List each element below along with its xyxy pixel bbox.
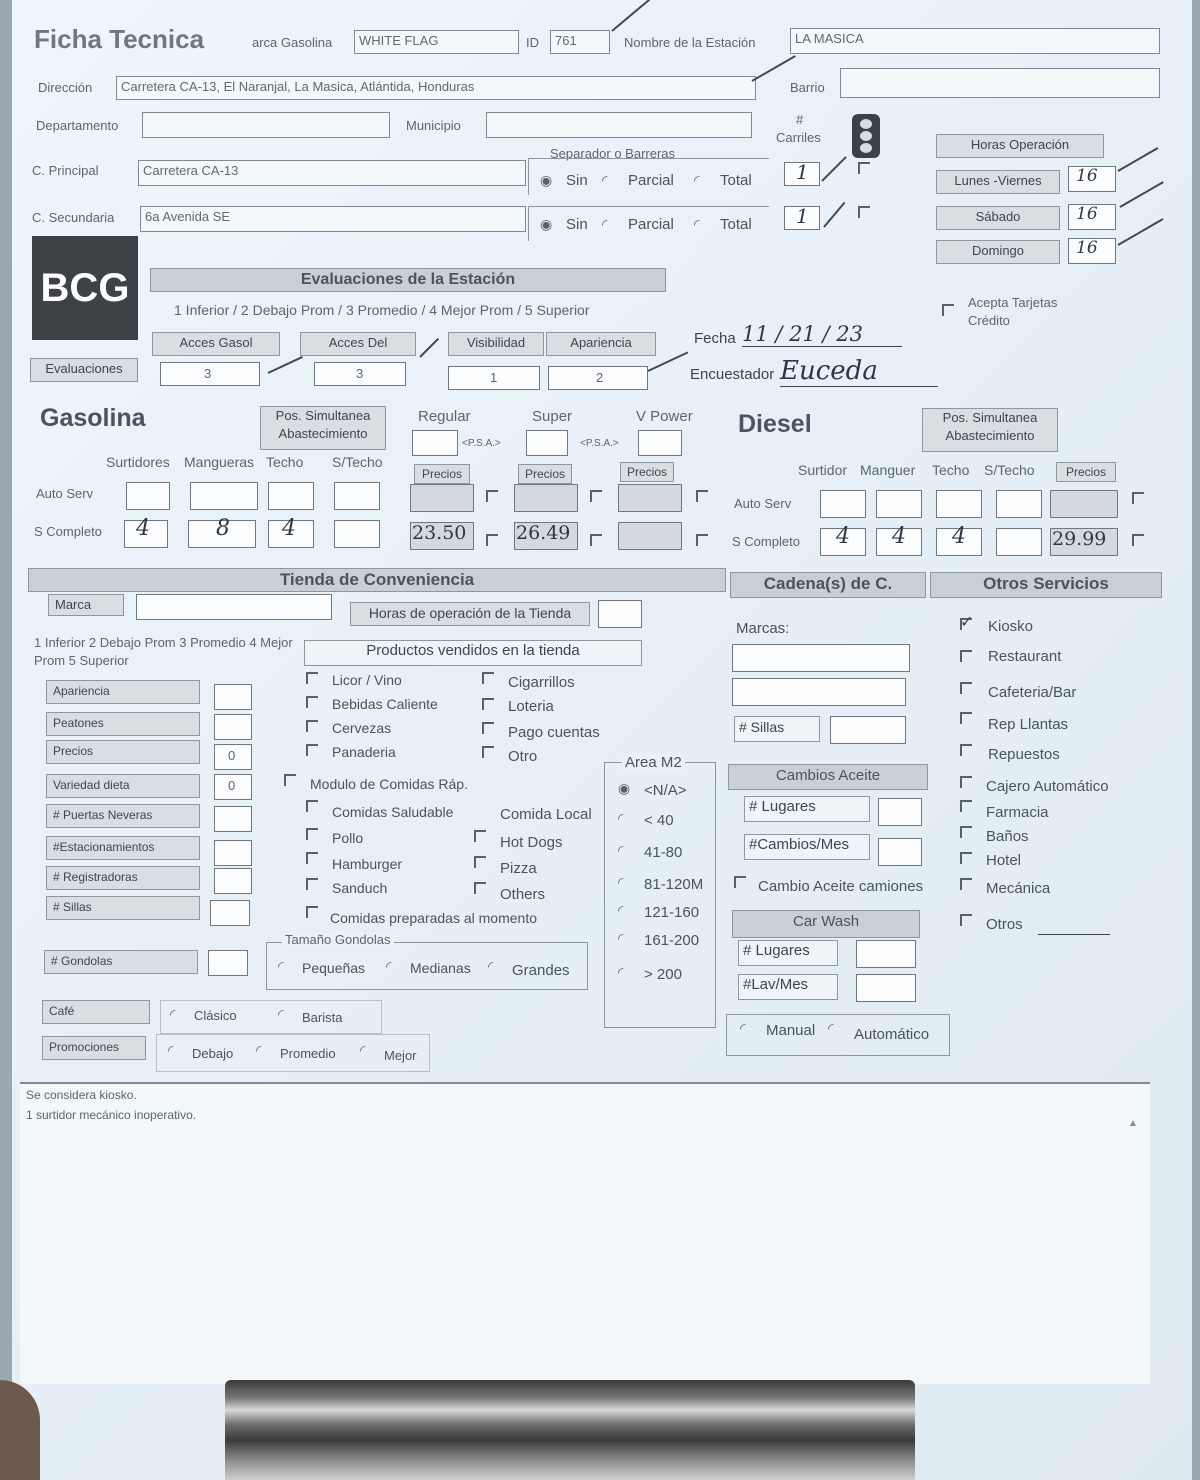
municipio-field[interactable] [486, 112, 752, 138]
gas-sc-price-super-value: 26.49 [516, 522, 571, 544]
area-radio-81-120[interactable]: ◜ [618, 874, 624, 890]
lav-mes-input[interactable] [856, 974, 916, 1002]
preparadas-label: Comidas preparadas al momento [330, 910, 537, 926]
diesel-auto-serv-label: Auto Serv [734, 496, 792, 511]
tamano-pequenas: Pequeñas [302, 960, 366, 976]
tamano-medianas: Medianas [410, 960, 471, 976]
evaluaciones-row-label: Evaluaciones [30, 358, 138, 382]
area-41-80: 41-80 [644, 844, 683, 861]
area-group [604, 762, 716, 1028]
marcas-input-1[interactable] [732, 644, 910, 672]
carwash-manual: Manual [766, 1022, 816, 1039]
area-radio-41-80[interactable]: ◜ [618, 842, 624, 858]
regular-pos-input[interactable] [412, 430, 458, 456]
notes-line-1: Se considera kiosko. [26, 1088, 137, 1102]
tienda-marca-label: Marca [48, 594, 124, 616]
area-lt40: < 40 [644, 812, 674, 829]
apariencia-value: 2 [596, 370, 604, 385]
diesel-sc-price-value: 29.99 [1052, 528, 1107, 550]
departamento-field[interactable] [142, 112, 390, 138]
cambios-mes-input[interactable] [878, 838, 922, 866]
rating-label-peatones: Peatones [46, 712, 200, 736]
total-secundaria-label: Total [720, 216, 752, 233]
traffic-light-icon [852, 114, 880, 158]
carriles-secundaria-value: 1 [796, 204, 809, 228]
gas-as-techo[interactable] [268, 482, 314, 510]
lav-mes-label: #Lav/Mes [738, 974, 838, 1000]
gas-as-surtidores[interactable] [126, 482, 170, 510]
radio-pequenas[interactable]: ◜ [278, 958, 284, 974]
rating-input-estacionamientos[interactable] [214, 840, 252, 866]
comida-cb-pollo[interactable] [306, 828, 318, 840]
rating-label-registradoras: # Registradoras [46, 866, 200, 890]
comida-local-label: Comida Local [500, 806, 592, 823]
gas-auto-serv-label: Auto Serv [36, 486, 94, 501]
prod-otro: Otro [508, 748, 538, 765]
rating-label-puertas: # Puertas Neveras [46, 804, 200, 828]
total-principal-label: Total [720, 172, 752, 189]
estacion-field[interactable]: LA MASICA [790, 28, 1160, 54]
diesel-as-cb[interactable] [1132, 492, 1144, 504]
direccion-label: Dirección [38, 80, 93, 95]
direccion-field[interactable]: Carretera CA-13, El Naranjal, La Masica, Atlántida, Honduras [116, 76, 756, 100]
radio-manual[interactable]: ◜ [740, 1020, 746, 1036]
otros-cb-llantas[interactable] [960, 712, 972, 724]
marca-label: arca Gasolina [252, 35, 333, 50]
id-field[interactable]: 761 [550, 30, 610, 54]
cambios-mes-label: #Cambios/Mes [744, 834, 870, 860]
gondolas-label: # Gondolas [44, 950, 198, 974]
gas-col-stecho: S/Techo [332, 454, 383, 470]
promociones-label: Promociones [42, 1036, 146, 1060]
radio-mejor[interactable]: ◜ [360, 1042, 366, 1058]
gas-sc-cb-vpower[interactable] [696, 534, 708, 546]
acces-del-label: Acces Del [300, 332, 416, 356]
gas-col-techo: Techo [266, 454, 304, 470]
area-gt200: > 200 [644, 966, 682, 983]
rating-label-variedad: Variedad dieta [46, 774, 200, 798]
modulo-label: Modulo de Comidas Ráp. [310, 776, 468, 792]
id-label: ID [526, 35, 539, 50]
promo-debajo: Debajo [192, 1046, 234, 1061]
prod-cb-pago[interactable] [482, 722, 494, 734]
departamento-label: Departamento [36, 118, 119, 133]
otros-banos: Baños [986, 828, 1029, 845]
carriles-secundaria-checkbox[interactable] [858, 206, 870, 218]
comida-cb-sanduch[interactable] [306, 878, 318, 890]
prod-cb-cervezas[interactable] [306, 720, 318, 732]
comida-others: Others [500, 886, 546, 903]
comida-cb-pizza[interactable] [474, 856, 486, 868]
rating-value-variedad: 0 [228, 778, 236, 793]
tienda-marca-input[interactable] [136, 594, 332, 620]
principal-field[interactable]: Carretera CA-13 [138, 160, 526, 186]
prod-cb-panaderia[interactable] [306, 744, 318, 756]
otros-hotel: Hotel [986, 852, 1022, 869]
cadena-title: Cadena(s) de C. [730, 572, 926, 598]
radio-promedio[interactable]: ◜ [256, 1042, 262, 1058]
prod-cb-cigarrillos[interactable] [482, 672, 494, 684]
carriles-hash: # [796, 112, 804, 127]
estacion-label: Nombre de la Estación [624, 35, 756, 50]
gas-s-completo-label: S Completo [34, 524, 102, 539]
form-title: Ficha Tecnica [34, 24, 205, 54]
carwash-automatico: Automático [854, 1026, 930, 1043]
radio-total-principal[interactable]: ◜ [694, 172, 700, 188]
prod-cb-otro[interactable] [482, 746, 494, 758]
radio-automatico[interactable]: ◜ [828, 1020, 834, 1036]
comida-hamburger: Hamburger [332, 856, 403, 872]
radio-sin-secundaria[interactable]: ◉ [540, 216, 553, 232]
otros-cb-cajero[interactable] [960, 776, 972, 788]
cadena-sillas-label: # Sillas [734, 716, 820, 742]
gas-sc-cb-regular[interactable] [486, 534, 498, 546]
camiones-label: Cambio Aceite camiones [758, 878, 924, 895]
encuestador-label: Encuestador [690, 366, 775, 383]
tamano-label: Tamaño Gondolas [282, 932, 394, 947]
diesel-s-completo-label: S Completo [732, 534, 800, 549]
gas-sc-price-regular-value: 23.50 [412, 522, 467, 544]
municipio-label: Municipio [406, 118, 461, 133]
area-radio-121-160[interactable]: ◜ [618, 902, 624, 918]
otros-farmacia: Farmacia [986, 804, 1049, 821]
radio-parcial-principal[interactable]: ◜ [602, 172, 608, 188]
otros-cb-farmacia[interactable] [960, 800, 972, 812]
fecha-label: Fecha [694, 330, 736, 347]
otros-repuestos: Repuestos [988, 746, 1060, 763]
tarjetas-checkbox[interactable] [942, 304, 954, 316]
preparadas-checkbox[interactable] [306, 906, 318, 918]
comida-sanduch: Sanduch [332, 880, 388, 896]
encuestador-value: Euceda [780, 356, 938, 387]
prod-cervezas: Cervezas [332, 720, 392, 736]
gas-as-mangueras[interactable] [190, 482, 258, 510]
horas-sabado-value: 16 [1076, 204, 1098, 224]
acces-gasol-label: Acces Gasol [152, 332, 280, 356]
tienda-horas-label: Horas de operación de la Tienda [350, 602, 590, 626]
saludable-checkbox[interactable] [306, 800, 318, 812]
prod-cb-loteria[interactable] [482, 698, 494, 710]
otros-kiosko: Kiosko [988, 618, 1034, 635]
secundaria-label: C. Secundaria [32, 210, 115, 225]
notes-line-2: 1 surtidor mecánico inoperativo. [26, 1108, 197, 1122]
gas-col-mangueras: Mangueras [184, 454, 255, 470]
gas-col-surtidores: Surtidores [106, 454, 170, 470]
regular-label: Regular [418, 408, 471, 425]
notes-area[interactable] [20, 1082, 1150, 1384]
productos-title: Productos vendidos en la tienda [304, 640, 642, 666]
diesel-sc-techo-value: 4 [952, 524, 966, 549]
horas-sabado-label: Sábado [936, 206, 1060, 230]
prod-licor: Licor / Vino [332, 672, 402, 688]
acces-del-value: 3 [356, 366, 364, 381]
otros-cafeteria: Cafeteria/Bar [988, 684, 1077, 701]
promo-mejor: Mejor [384, 1048, 417, 1063]
diesel-sc-stecho[interactable] [996, 528, 1042, 556]
area-title: Area M2 [622, 754, 685, 771]
rating-input-puertas[interactable] [214, 806, 252, 832]
visibilidad-label: Visibilidad [448, 332, 544, 356]
camiones-checkbox[interactable] [734, 876, 746, 888]
sin-secundaria-label: Sin [566, 216, 588, 233]
area-radio-na[interactable]: ◉ [618, 780, 631, 796]
prod-panaderia: Panaderia [332, 744, 396, 760]
vpower-pos-input[interactable] [638, 430, 682, 456]
comida-hotdogs: Hot Dogs [500, 834, 563, 851]
fecha-value: 11 / 21 / 23 [742, 322, 902, 347]
barrio-field[interactable] [840, 68, 1160, 98]
diesel-col-manguer: Manguer [860, 462, 916, 478]
diesel-sc-cb[interactable] [1132, 534, 1144, 546]
prod-cb-licor[interactable] [306, 672, 318, 684]
gas-precios-super: Precios [518, 464, 572, 484]
carriles-principal-checkbox[interactable] [858, 162, 870, 174]
principal-label: C. Principal [32, 163, 99, 178]
gas-as-stecho[interactable] [334, 482, 380, 510]
gasolina-title: Gasolina [40, 404, 146, 432]
radio-barista[interactable]: ◜ [278, 1006, 284, 1022]
comida-pizza: Pizza [500, 860, 537, 877]
gas-as-price-super[interactable] [514, 484, 578, 512]
gas-as-price-regular[interactable] [410, 484, 474, 512]
rating-label-apariencia: Apariencia [46, 680, 200, 704]
cambios-aceite-title: Cambios Aceite [728, 764, 928, 790]
horas-domingo-value: 16 [1076, 238, 1098, 258]
otros-cb-mecanica[interactable] [960, 878, 972, 890]
tienda-horas-input[interactable] [598, 600, 642, 628]
diesel-as-stecho[interactable] [996, 490, 1042, 518]
gas-sc-mangueras-value: 8 [216, 516, 230, 541]
psa-label-1: <P.S.A.> [462, 438, 501, 449]
area-81-120: 81-120M [644, 876, 704, 893]
prod-loteria: Loteria [508, 698, 554, 715]
comida-pollo: Pollo [332, 830, 364, 846]
radio-parcial-secundaria[interactable]: ◜ [602, 216, 608, 232]
gasolina-pos-label: Pos. Simultanea Abastecimiento [260, 406, 386, 450]
diesel-as-manguer[interactable] [876, 490, 922, 518]
evaluaciones-scale: 1 Inferior / 2 Debajo Prom / 3 Promedio / 4 Mejor Prom / 5 Superior [174, 302, 590, 318]
radio-medianas[interactable]: ◜ [386, 958, 392, 974]
psa-label-2: <P.S.A.> [580, 438, 619, 449]
gas-sc-techo-value: 4 [282, 516, 296, 541]
otros-line [1038, 934, 1110, 935]
otros-restaurant: Restaurant [988, 648, 1062, 665]
otros-cb-banos[interactable] [960, 826, 972, 838]
cambios-lugares-input[interactable] [878, 798, 922, 826]
carwash-lugares-label: # Lugares [738, 940, 838, 966]
otros-cb-restaurant[interactable] [960, 650, 972, 662]
prod-cb-bebidas[interactable] [306, 696, 318, 708]
area-na: <N/A> [644, 782, 687, 799]
gas-precios-regular: Precios [414, 464, 470, 484]
cafe-barista: Barista [302, 1010, 343, 1025]
parcial-secundaria-label: Parcial [628, 216, 674, 233]
separador-label: Separador o Barreras [550, 146, 676, 161]
acces-gasol-value: 3 [204, 366, 212, 381]
diesel-title: Diesel [738, 410, 812, 438]
gondolas-input[interactable] [208, 950, 248, 976]
cafe-clasico: Clásico [194, 1008, 237, 1023]
kiosko-check-icon: ✓ [960, 614, 974, 631]
diesel-pos-label: Pos. Simultanea Abastecimiento [922, 408, 1058, 452]
promo-promedio: Promedio [280, 1046, 336, 1061]
parcial-principal-label: Parcial [628, 172, 674, 189]
diesel-precios-label: Precios [1056, 462, 1116, 482]
rating-label-sillas: # Sillas [46, 896, 200, 920]
super-pos-input[interactable] [526, 430, 568, 456]
diesel-as-price[interactable] [1050, 490, 1118, 518]
prod-pago: Pago cuentas [508, 724, 600, 741]
notes-scroll-arrow-icon[interactable]: ▲ [1128, 1118, 1138, 1129]
cadena-sillas-input[interactable] [830, 716, 906, 744]
otros-llantas: Rep Llantas [988, 716, 1069, 733]
marcas-input-2[interactable] [732, 678, 906, 706]
diesel-col-techo: Techo [932, 462, 970, 478]
secundaria-field[interactable]: 6a Avenida SE [140, 206, 526, 232]
otros-mecanica: Mecánica [986, 880, 1051, 897]
comida-cb-others[interactable] [474, 882, 486, 894]
gas-as-price-vpower[interactable] [618, 484, 682, 512]
tienda-title: Tienda de Conveniencia [28, 568, 726, 592]
saludable-label: Comidas Saludable [332, 804, 454, 820]
otros-cajero: Cajero Automático [986, 778, 1109, 795]
gas-sc-stecho[interactable] [334, 520, 380, 548]
otros-cb-otros[interactable] [960, 914, 972, 926]
tienda-scale: 1 Inferior 2 Debajo Prom 3 Promedio 4 Mejor Prom 5 Superior [34, 635, 293, 668]
clipboard-clip [225, 1380, 915, 1480]
rating-label-estacionamientos: #Estacionamientos [46, 836, 200, 860]
rating-input-sillas[interactable] [210, 900, 250, 926]
prod-cigarrillos: Cigarrillos [508, 674, 575, 691]
rating-input-registradoras[interactable] [214, 868, 252, 894]
carriles-label: Carriles [776, 130, 821, 145]
diesel-sc-surtidor-value: 4 [836, 524, 850, 549]
gas-as-cb-regular[interactable] [486, 490, 498, 502]
horas-lunes-label: Lunes -Viernes [936, 170, 1060, 194]
area-radio-lt40[interactable]: ◜ [618, 810, 624, 826]
horas-domingo-label: Domingo [936, 240, 1060, 264]
area-radio-161-200[interactable]: ◜ [618, 930, 624, 946]
otros-otros: Otros [986, 916, 1023, 933]
otros-title: Otros Servicios [930, 572, 1162, 598]
radio-grandes[interactable]: ◜ [488, 958, 494, 974]
rating-value-precios: 0 [228, 748, 236, 763]
rating-input-apariencia[interactable] [214, 684, 252, 710]
tamano-grandes: Grandes [512, 962, 570, 979]
super-label: Super [532, 408, 573, 425]
carwash-title: Car Wash [732, 910, 920, 938]
otros-cb-repuestos[interactable] [960, 744, 972, 756]
rating-input-peatones[interactable] [214, 714, 252, 740]
rating-label-precios: Precios [46, 740, 200, 764]
cambios-lugares-label: # Lugares [744, 796, 870, 822]
visibilidad-value: 1 [490, 370, 498, 385]
otros-cb-cafeteria[interactable] [960, 682, 972, 694]
evaluaciones-title: Evaluaciones de la Estación [150, 268, 666, 292]
barrio-label: Barrio [790, 80, 825, 95]
gas-precios-vpower: Precios [620, 462, 674, 482]
carwash-lugares-input[interactable] [856, 940, 916, 968]
cafe-label: Café [42, 1000, 150, 1024]
apariencia-label: Apariencia [546, 332, 656, 356]
gas-as-cb-vpower[interactable] [696, 490, 708, 502]
area-161-200: 161-200 [644, 932, 700, 949]
gas-sc-price-vpower[interactable] [618, 522, 682, 550]
diesel-sc-manguer-value: 4 [892, 524, 906, 549]
sin-principal-label: Sin [566, 172, 588, 189]
gas-sc-surtidores-value: 4 [136, 516, 150, 541]
radio-debajo[interactable]: ◜ [168, 1042, 174, 1058]
horas-title: Horas Operación [936, 134, 1104, 158]
marcas-label: Marcas: [736, 620, 790, 637]
marca-field[interactable]: WHITE FLAG [354, 30, 519, 54]
diesel-col-surtidor: Surtidor [798, 462, 848, 478]
area-121-160: 121-160 [644, 904, 700, 921]
bcg-logo: BCG [32, 236, 138, 340]
gas-as-cb-super[interactable] [590, 490, 602, 502]
horas-lunes-value: 16 [1076, 166, 1098, 186]
comida-cb-hotdogs[interactable] [474, 830, 486, 842]
prod-bebidas: Bebidas Caliente [332, 696, 438, 712]
otros-cb-hotel[interactable] [960, 852, 972, 864]
area-radio-gt200[interactable]: ◜ [618, 964, 624, 980]
radio-sin-principal[interactable]: ◉ [540, 172, 553, 188]
diesel-as-techo[interactable] [936, 490, 982, 518]
diesel-as-surtidor[interactable] [820, 490, 866, 518]
carriles-principal-value: 1 [796, 160, 809, 184]
gas-sc-cb-super[interactable] [590, 534, 602, 546]
vpower-label: V Power [636, 408, 693, 425]
tarjetas-label: Acepta Tarjetas Crédito [968, 295, 1058, 328]
radio-clasico[interactable]: ◜ [170, 1006, 176, 1022]
diesel-col-stecho: S/Techo [984, 462, 1035, 478]
comida-cb-hamburger[interactable] [306, 852, 318, 864]
modulo-checkbox[interactable] [284, 774, 296, 786]
radio-total-secundaria[interactable]: ◜ [694, 216, 700, 232]
